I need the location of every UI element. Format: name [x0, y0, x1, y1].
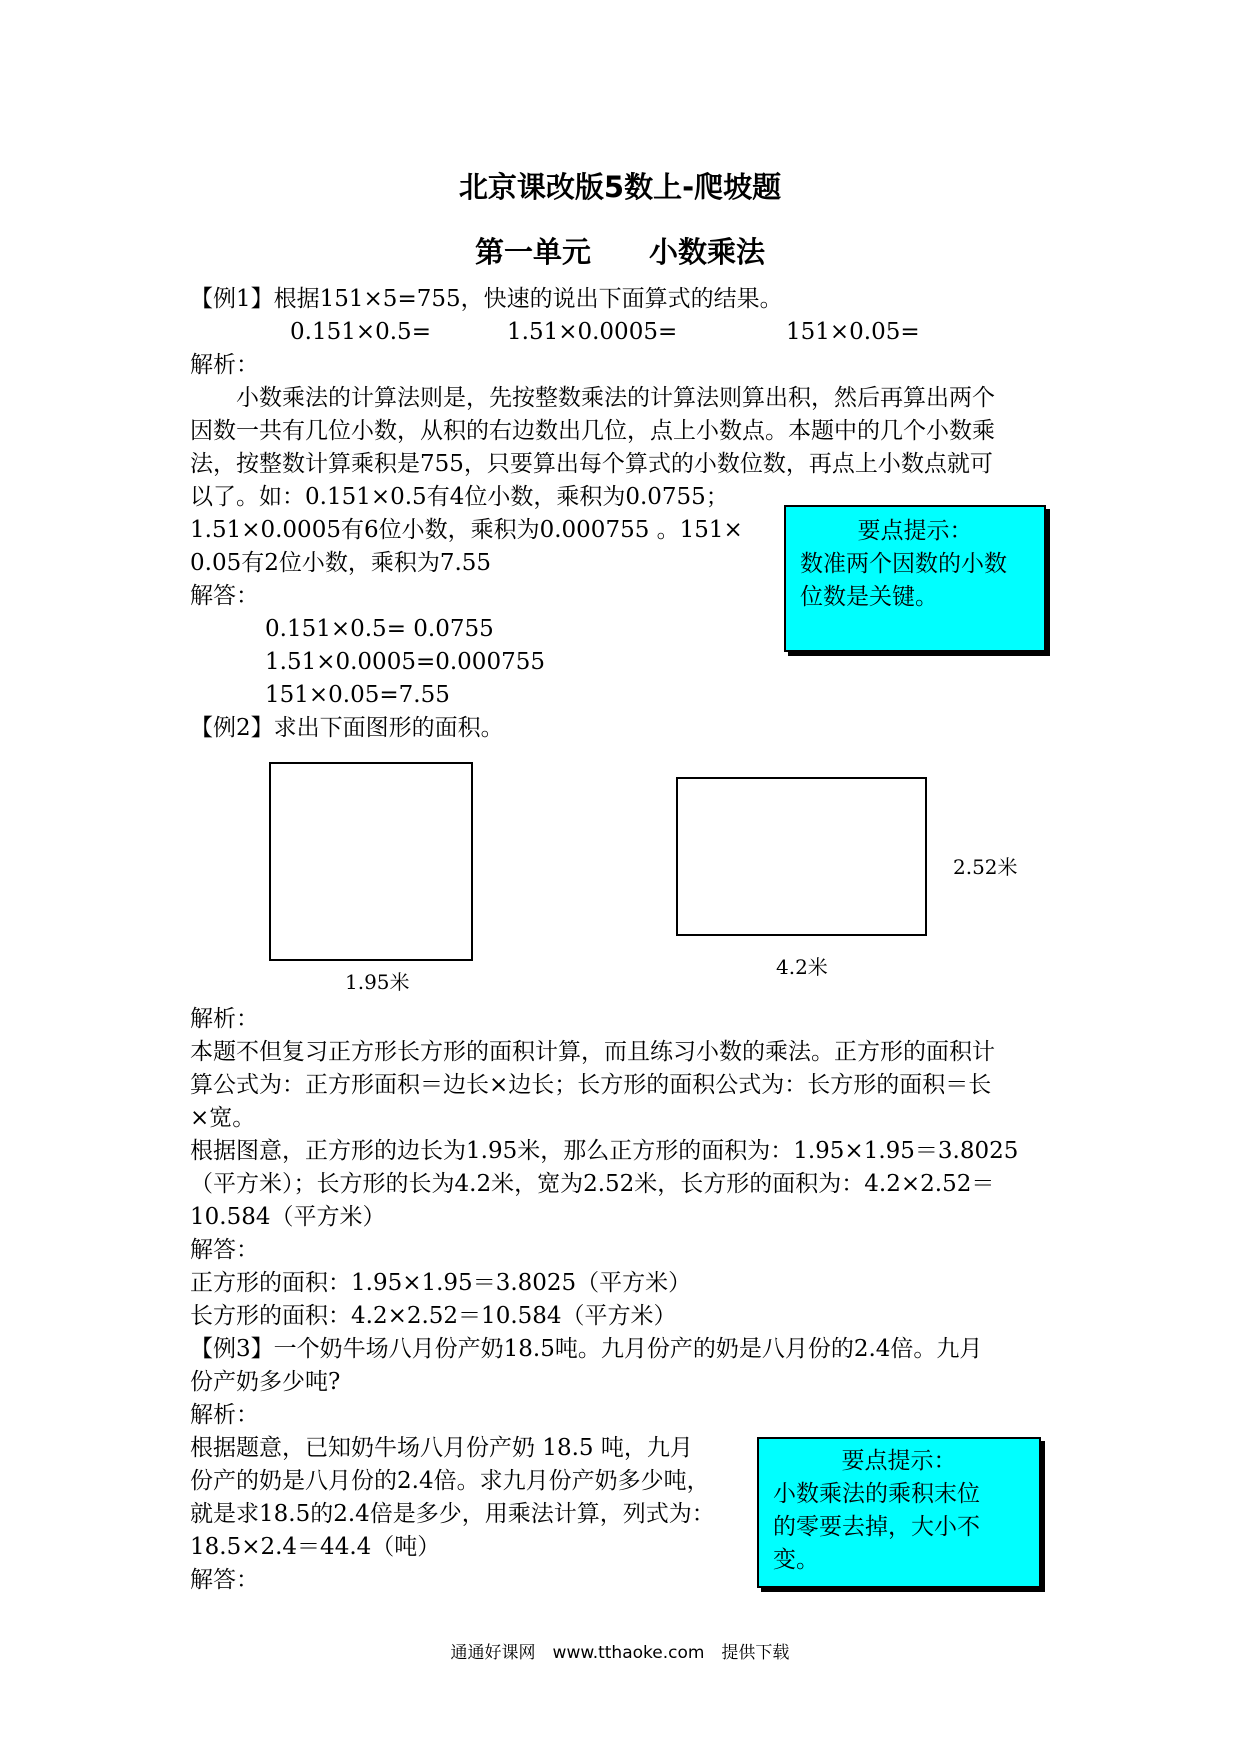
rectangle-width-label: 4.2米	[776, 955, 828, 979]
tip-title: 要点提示：	[857, 518, 973, 544]
example-1-answer-label: 解答：	[190, 583, 259, 609]
example-1-analysis-line: 以了。如：0.151×0.5有4位小数，乘积为0.0755；	[190, 484, 729, 510]
example-2-answer: 正方形的面积：1.95×1.95＝3.8025（平方米）	[190, 1270, 692, 1296]
rectangle-height-label: 2.52米	[953, 855, 1018, 879]
example-3-answer-label: 解答：	[190, 1567, 259, 1593]
example-1-analysis-line: 0.05有2位小数，乘积为7.55	[190, 550, 492, 576]
example-2-analysis-line: 本题不但复习正方形长方形的面积计算，而且练习小数的乘法。正方形的面积计	[190, 1039, 995, 1065]
example-3-analysis-label: 解析：	[190, 1402, 259, 1428]
example-1-analysis-line: 因数一共有几位小数，从积的右边数出几位，点上小数点。本题中的几个小数乘	[190, 418, 995, 444]
example-1-expr-1: 0.151×0.5=	[290, 319, 431, 345]
example-3-analysis-line: 就是求18.5的2.4倍是多少，用乘法计算，列式为：	[190, 1501, 715, 1527]
tip-line: 位数是关键。	[800, 584, 938, 610]
tip-title: 要点提示：	[841, 1448, 957, 1474]
tip-line: 变。	[773, 1547, 819, 1573]
rectangle-figure	[676, 777, 927, 936]
example-2-analysis-label: 解析：	[190, 1006, 259, 1032]
example-1-analysis-line: 法，按整数计算乘积是755，只要算出每个算式的小数位数，再点上小数点就可	[190, 451, 993, 477]
tip-line: 的零要去掉，大小不	[773, 1514, 980, 1540]
tip-box-1	[784, 505, 1046, 652]
example-3-question: 份产奶多少吨?	[190, 1369, 341, 1395]
example-1-expr-2: 1.51×0.0005=	[507, 319, 678, 345]
example-1-question: 【例1】根据151×5=755，快速的说出下面算式的结果。	[190, 286, 783, 312]
example-2-analysis-line: ×宽。	[190, 1105, 256, 1131]
example-1-answer: 1.51×0.0005=0.000755	[265, 649, 545, 675]
example-3-analysis-line: 18.5×2.4＝44.4（吨）	[190, 1534, 441, 1560]
example-2-analysis-line: 算公式为：正方形面积＝边长×边长；长方形的面积公式为：长方形的面积＝长	[190, 1072, 992, 1098]
example-1-analysis-line: 1.51×0.0005有6位小数，乘积为0.000755 。151×	[190, 517, 743, 543]
square-side-label: 1.95米	[345, 970, 410, 994]
footer-text: 通通好课网 www.tthaoke.com 提供下载	[450, 1643, 790, 1663]
example-1-analysis-line: 小数乘法的计算法则是，先按整数乘法的计算法则算出积，然后再算出两个	[190, 385, 995, 411]
example-1-expr-3: 151×0.05=	[786, 319, 920, 345]
example-3-question: 【例3】一个奶牛场八月份产奶18.5吨。九月份产的奶是八月份的2.4倍。九月	[190, 1336, 983, 1362]
example-2-answer: 长方形的面积：4.2×2.52＝10.584（平方米）	[190, 1303, 677, 1329]
tip-box-2	[757, 1437, 1041, 1588]
tip-line: 数准两个因数的小数	[800, 551, 1007, 577]
example-3-analysis-line: 份产的奶是八月份的2.4倍。求九月份产奶多少吨，	[190, 1468, 710, 1494]
example-2-analysis-line: （平方米）；长方形的长为4.2米，宽为2.52米，长方形的面积为：4.2×2.52＝	[190, 1171, 995, 1197]
example-2-analysis-line: 10.584（平方米）	[190, 1204, 386, 1230]
page-title: 北京课改版5数上-爬坡题	[458, 170, 782, 204]
square-figure	[269, 762, 473, 961]
example-3-analysis-line: 根据题意，已知奶牛场八月份产奶 18.5 吨，九月	[190, 1435, 693, 1461]
tip-line: 小数乘法的乘积末位	[773, 1481, 980, 1507]
example-1-answer: 0.151×0.5= 0.0755	[265, 616, 494, 642]
example-1-analysis-label: 解析：	[190, 352, 259, 378]
example-1-answer: 151×0.05=7.55	[265, 682, 450, 708]
unit-subtitle: 第一单元 小数乘法	[474, 235, 765, 269]
example-2-analysis-line: 根据图意，正方形的边长为1.95米，那么正方形的面积为：1.95×1.95＝3.8025	[190, 1138, 1019, 1164]
example-2-answer-label: 解答：	[190, 1237, 259, 1263]
example-2-question: 【例2】求出下面图形的面积。	[190, 715, 504, 741]
